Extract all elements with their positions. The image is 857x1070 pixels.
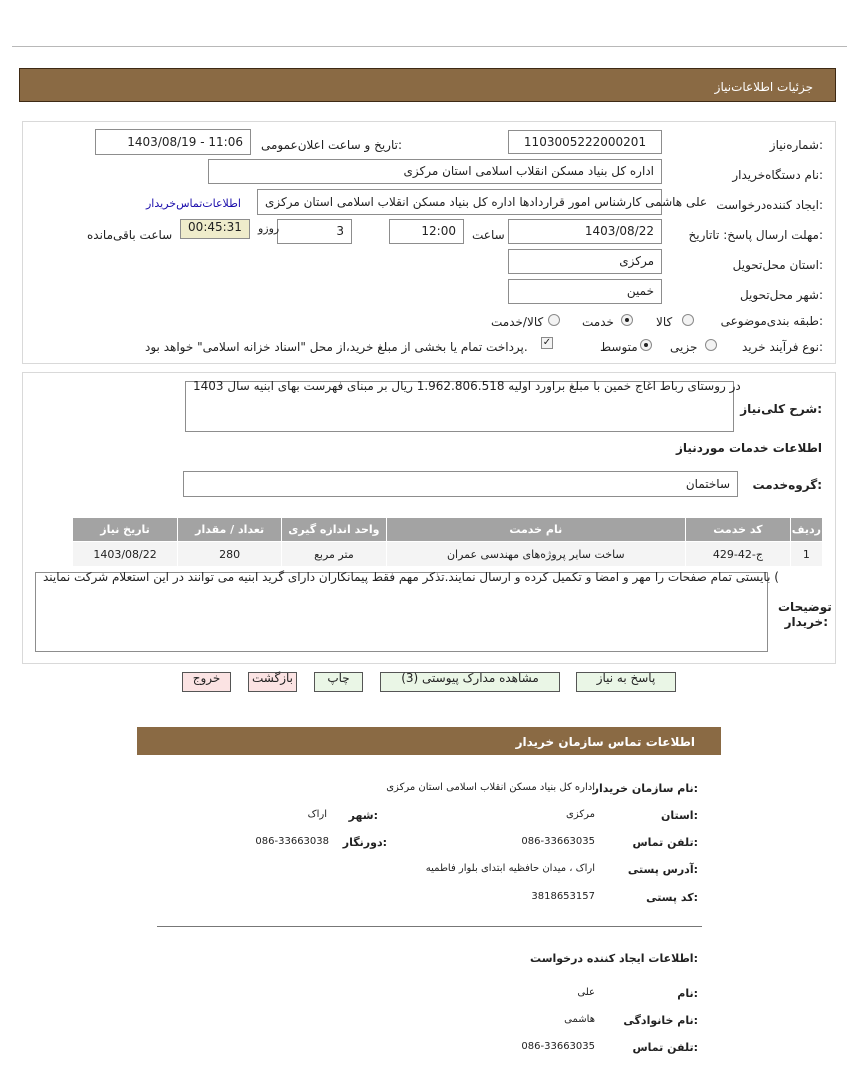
cell-name: ساخت سایر پروژه‌های مهندسی عمران <box>386 542 686 567</box>
services-table <box>72 517 823 567</box>
contact-city-value: اراک <box>307 809 327 820</box>
back-button[interactable]: بازگشت <box>248 672 297 692</box>
need-number-label: شماره‌نیاز: <box>769 138 823 152</box>
treasury-checkbox[interactable]: ✓ <box>542 337 552 348</box>
exit-button[interactable]: خروج <box>182 672 231 692</box>
contact-phone-value: 086-33663035 <box>521 836 595 847</box>
col-row: ردیف <box>790 518 822 542</box>
deadline-time-field: 12:00 <box>389 219 464 244</box>
category-goods-service-radio[interactable] <box>548 314 560 326</box>
contact-header <box>137 727 721 755</box>
contact-fax-value: 086-33663038 <box>255 836 329 847</box>
contact-divider <box>157 926 702 927</box>
city-field: خمین <box>508 279 662 304</box>
category-service-label: خدمت <box>582 315 614 329</box>
description-label: شرح کلی‌نیاز: <box>740 402 822 416</box>
process-medium-radio[interactable] <box>640 339 652 351</box>
creator-family-value: هاشمی <box>564 1014 595 1025</box>
buyer-org-label: نام دستگاه‌خریدار: <box>732 168 823 182</box>
buyer-notes-textarea[interactable] <box>35 570 779 652</box>
category-goods-service-label: کالا/خدمت <box>491 315 544 329</box>
deadline-label: مهلت ارسال پاسخ: تاتاریخ: <box>688 228 823 242</box>
creator-family-label: نام خانوادگی: <box>623 1014 698 1027</box>
col-date: تاریخ نیاز <box>73 518 178 542</box>
col-code: کد خدمت <box>686 518 791 542</box>
contact-postal-label: کد پستی: <box>646 891 698 904</box>
need-number-field: 1103005222000201 <box>508 130 662 154</box>
service-group-field: ساختمان <box>183 471 738 497</box>
process-label: نوع فرآیند خرید: <box>741 340 823 354</box>
buyer-contact-link[interactable]: اطلاعات‌تماس‌خریدار <box>146 197 241 210</box>
contact-province-label: استان: <box>660 809 698 822</box>
top-divider <box>12 46 847 47</box>
treasury-note: پرداخت تمام یا بخشی از مبلغ خرید،از محل "اسناد خزانه اسلامی" خواهد بود. <box>145 340 528 354</box>
page-title: جزئیات اطلاعات‌نیاز <box>714 80 813 94</box>
process-minor-radio[interactable] <box>705 339 717 351</box>
days-label: روزو <box>258 222 280 235</box>
remaining-time-field: 00:45:31 <box>180 219 250 239</box>
description-textarea[interactable] <box>185 379 741 432</box>
contact-org-label: نام سازمان خریدار: <box>592 782 698 795</box>
contact-fax-label: دورنگار: <box>342 836 387 849</box>
services-table-header <box>73 518 823 542</box>
creator-phone-label: تلفن تماس: <box>632 1041 698 1054</box>
contact-org-value: اداره کل بنیاد مسکن انقلاب اسلامی استان مرکزی <box>386 782 595 793</box>
remaining-label: ساعت باقی‌مانده <box>87 228 173 242</box>
cell-date: 1403/08/22 <box>73 542 178 567</box>
table-row <box>73 542 823 567</box>
col-unit: واحد اندازه گیری <box>282 518 386 542</box>
cell-code: ج-42-429 <box>686 542 791 567</box>
deadline-date-field: 1403/08/22 <box>508 219 662 244</box>
contact-address-value: اراک ، میدان حافظیه ابتدای بلوار فاطمیه <box>425 863 595 874</box>
services-section-title: اطلاعات خدمات موردنیاز <box>675 441 822 455</box>
cell-row: 1 <box>790 542 822 567</box>
print-button[interactable]: چاپ <box>314 672 363 692</box>
province-field: مرکزی <box>508 249 662 274</box>
col-quantity: تعداد / مقدار <box>178 518 282 542</box>
creator-field: علی هاشمی کارشناس امور قراردادها اداره کل بنیاد مسکن انقلاب اسلامی استان مرکزی <box>257 189 662 215</box>
contact-province-value: مرکزی <box>566 809 595 820</box>
creator-name-label: نام: <box>677 987 698 1000</box>
creator-info-title: اطلاعات ایجاد کننده درخواست: <box>530 952 698 965</box>
buyer-notes-label: توضیحات خریدار: <box>778 600 832 629</box>
contact-header-title: اطلاعات تماس سازمان خریدار <box>515 735 695 749</box>
category-label: طبقه بندی‌موضوعی: <box>720 314 823 328</box>
buyer-notes-text: بایستی تمام صفحات را مهر و امضا و تکمیل کرده و ارسال نمایند.تذکر مهم فقط پیمانکاران دارای گرید ابنیه می توانند در این استعلام شرکت نمایند ( <box>43 570 779 584</box>
province-label: استان محل‌تحویل: <box>732 258 823 272</box>
cell-quantity: 280 <box>178 542 282 567</box>
creator-phone-value: 086-33663035 <box>521 1041 595 1052</box>
process-minor-label: جزیی <box>670 340 698 354</box>
creator-name-value: علی <box>577 987 595 998</box>
days-field: 3 <box>277 219 352 244</box>
col-name: نام خدمت <box>386 518 686 542</box>
city-label: شهر محل‌تحویل: <box>739 288 823 302</box>
attachments-button[interactable]: مشاهده مدارک پیوستی (3) <box>380 672 560 692</box>
creator-label: ایجاد کننده‌درخواست: <box>716 198 823 212</box>
contact-address-label: آدرس پستی: <box>627 863 698 876</box>
buyer-org-field: اداره کل بنیاد مسکن انقلاب اسلامی استان مرکزی <box>208 159 662 184</box>
category-goods-radio[interactable] <box>682 314 694 326</box>
reply-button[interactable]: پاسخ به نیاز <box>576 672 676 692</box>
contact-phone-label: تلفن تماس: <box>632 836 698 849</box>
cell-unit: متر مربع <box>282 542 386 567</box>
process-medium-label: متوسط <box>600 340 638 354</box>
announce-label: تاریخ و ساعت اعلان‌عمومی: <box>260 138 402 152</box>
category-goods-label: کالا <box>656 315 673 329</box>
contact-postal-value: 3818653157 <box>531 891 595 902</box>
announce-datetime-field: 1403/08/19 - 11:06 <box>95 129 251 155</box>
page-header <box>19 68 836 102</box>
contact-city-label: شهر: <box>348 809 378 822</box>
deadline-time-label: ساعت <box>472 228 505 242</box>
description-text: در روستای رباط اغاج خمین با مبلغ براورد اولیه 1.962.806.518 ریال بر مبنای فهرست بهای ابنیه سال 1403 <box>193 379 741 393</box>
service-group-label: گروه‌خدمت: <box>752 478 822 492</box>
category-service-radio[interactable] <box>621 314 633 326</box>
